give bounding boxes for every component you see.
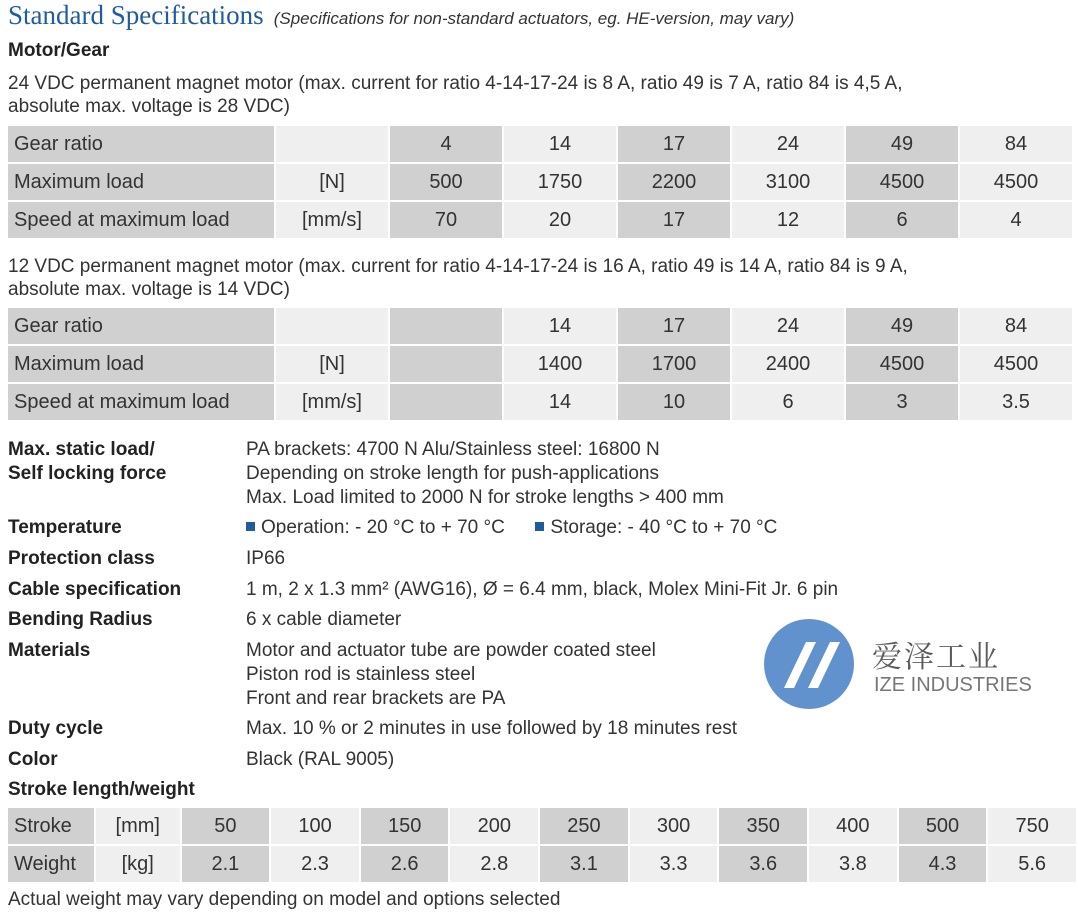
- table-cell: 1750: [504, 164, 616, 200]
- motor24-line1: 24 VDC permanent magnet motor (max. current for ratio 4-14-17-24 is 8 A, ratio 49 is 7 A, ratio 84 is 4,5 A,: [8, 73, 903, 94]
- row-label: Maximum load: [8, 164, 274, 200]
- table-cell: 4: [960, 202, 1072, 238]
- motor24-line2: absolute max. voltage is 28 VDC): [8, 96, 290, 117]
- table-row: [8, 202, 1072, 238]
- table-cell: 200: [450, 808, 538, 844]
- table-cell: 6: [732, 384, 844, 420]
- page-subtitle: (Specifications for non-standard actuators, eg. HE-version, may vary): [273, 9, 795, 28]
- row-label: Gear ratio: [8, 308, 274, 344]
- row-unit: [mm/s]: [276, 384, 388, 420]
- table-cell: [390, 384, 502, 420]
- motor-gear-heading: Motor/Gear: [8, 40, 110, 61]
- row-unit: [N]: [276, 346, 388, 382]
- bending-radius-value: 6 x cable diameter: [246, 609, 402, 630]
- row-label: Gear ratio: [8, 126, 274, 162]
- static-load-label-line2: Self locking force: [8, 463, 167, 484]
- temperature-label: Temperature: [8, 517, 122, 538]
- table-cell: 24: [732, 308, 844, 344]
- row-unit: [mm/s]: [276, 202, 388, 238]
- row-unit: [N]: [276, 164, 388, 200]
- static-load-label-line1: Max. static load/: [8, 439, 155, 460]
- protection-class-value: IP66: [246, 548, 286, 569]
- ize-watermark: [762, 616, 1062, 716]
- row-label: Stroke: [8, 808, 94, 844]
- table-cell: 14: [504, 126, 616, 162]
- ize-logo-icon: [762, 616, 862, 716]
- page-heading: [8, 0, 794, 32]
- temperature-storage: Storage: - 40 °C to + 70 °C: [550, 517, 778, 538]
- table-cell: 17: [618, 202, 730, 238]
- table-cell: [390, 346, 502, 382]
- row-label: Speed at maximum load: [8, 384, 274, 420]
- duty-cycle-label: Duty cycle: [8, 718, 104, 739]
- table-cell: 4500: [846, 346, 958, 382]
- temperature-operation: Operation: - 20 °C to + 70 °C: [261, 517, 505, 538]
- table-cell: 300: [630, 808, 718, 844]
- static-load-value-line3: Max. Load limited to 2000 N for stroke lengths > 400 mm: [246, 487, 724, 508]
- color-label: Color: [8, 749, 58, 770]
- table-cell: 1400: [504, 346, 616, 382]
- table-cell: 49: [846, 308, 958, 344]
- row-unit: [276, 308, 388, 344]
- bullet-square-icon: [246, 522, 255, 531]
- table-cell: 500: [390, 164, 502, 200]
- row-unit: [mm]: [96, 808, 180, 844]
- static-load-value: [246, 438, 724, 510]
- duty-cycle-value: Max. 10 % or 2 minutes in use followed by 18 minutes rest: [246, 718, 738, 739]
- table-cell: 17: [618, 308, 730, 344]
- table-cell: 49: [846, 126, 958, 162]
- table-row: [8, 164, 1072, 200]
- motor12-line1: 12 VDC permanent magnet motor (max. current for ratio 4-14-17-24 is 16 A, ratio 49 is 14 A, ratio 84 is 9 A,: [8, 256, 908, 277]
- static-load-value-line1: PA brackets: 4700 N Alu/Stainless steel: 16800 N: [246, 439, 660, 460]
- table-cell: 3.3: [630, 846, 718, 882]
- table-cell: 20: [504, 202, 616, 238]
- motor12-line2: absolute max. voltage is 14 VDC): [8, 279, 290, 300]
- table-cell: 2.1: [182, 846, 270, 882]
- row-label: Weight: [8, 846, 94, 882]
- row-unit: [kg]: [96, 846, 180, 882]
- table-cell: 3: [846, 384, 958, 420]
- table-cell: 750: [988, 808, 1076, 844]
- table-cell: 2400: [732, 346, 844, 382]
- table-cell: 5.6: [988, 846, 1076, 882]
- table-cell: 4500: [846, 164, 958, 200]
- table-cell: 100: [271, 808, 359, 844]
- table-row: [8, 126, 1072, 162]
- table-cell: 17: [618, 126, 730, 162]
- materials-line1: Motor and actuator tube are powder coated steel: [246, 640, 656, 661]
- table-cell: 500: [899, 808, 987, 844]
- table-cell: 3.6: [719, 846, 807, 882]
- table-cell: 24: [732, 126, 844, 162]
- bullet-square-icon: [535, 522, 544, 531]
- table-cell: 4.3: [899, 846, 987, 882]
- table-row: [8, 808, 1076, 844]
- motor12-table: [6, 306, 1074, 422]
- table-cell: 3.1: [540, 846, 628, 882]
- materials-label: Materials: [8, 640, 91, 661]
- static-load-label: [8, 438, 166, 486]
- table-cell: 350: [719, 808, 807, 844]
- table-cell: 2200: [618, 164, 730, 200]
- color-value: Black (RAL 9005): [246, 749, 395, 770]
- table-cell: 400: [809, 808, 897, 844]
- materials-value: [246, 639, 656, 711]
- table-cell: 2.8: [450, 846, 538, 882]
- table-cell: 84: [960, 126, 1072, 162]
- table-cell: 3.5: [960, 384, 1072, 420]
- temperature-value: [246, 516, 777, 540]
- cable-spec-label: Cable specification: [8, 579, 182, 600]
- table-row: [8, 346, 1072, 382]
- table-cell: 1700: [618, 346, 730, 382]
- table-cell: [390, 308, 502, 344]
- static-load-value-line2: Depending on stroke length for push-applications: [246, 463, 659, 484]
- table-cell: 14: [504, 384, 616, 420]
- table-cell: 50: [182, 808, 270, 844]
- table-cell: 4500: [960, 164, 1072, 200]
- table-row: [8, 846, 1076, 882]
- table-cell: 4500: [960, 346, 1072, 382]
- table-cell: 84: [960, 308, 1072, 344]
- materials-line3: Front and rear brackets are PA: [246, 688, 506, 709]
- footnote: Actual weight may vary depending on model and options selected: [8, 889, 561, 910]
- bending-radius-label: Bending Radius: [8, 609, 153, 630]
- table-cell: 10: [618, 384, 730, 420]
- table-cell: 150: [361, 808, 449, 844]
- table-row: [8, 308, 1072, 344]
- watermark-chinese: 爱泽工业: [872, 640, 1000, 675]
- stroke-weight-table: [6, 806, 1078, 884]
- motor24-table: [6, 124, 1074, 240]
- table-cell: 4: [390, 126, 502, 162]
- page-title: Standard Specifications: [8, 0, 264, 30]
- motor12-description: [8, 255, 908, 301]
- row-label: Speed at maximum load: [8, 202, 274, 238]
- table-cell: 3.8: [809, 846, 897, 882]
- table-row: [8, 384, 1072, 420]
- table-cell: 12: [732, 202, 844, 238]
- table-cell: 70: [390, 202, 502, 238]
- row-label: Maximum load: [8, 346, 274, 382]
- table-cell: 6: [846, 202, 958, 238]
- table-cell: 3100: [732, 164, 844, 200]
- motor24-description: [8, 72, 902, 118]
- table-cell: 2.6: [361, 846, 449, 882]
- watermark-english: IZE INDUSTRIES: [874, 674, 1032, 696]
- stroke-heading: Stroke length/weight: [8, 779, 195, 800]
- protection-class-label: Protection class: [8, 548, 155, 569]
- table-cell: 250: [540, 808, 628, 844]
- table-cell: 2.3: [271, 846, 359, 882]
- table-cell: 14: [504, 308, 616, 344]
- row-unit: [276, 126, 388, 162]
- materials-line2: Piston rod is stainless steel: [246, 664, 476, 685]
- cable-spec-value: 1 m, 2 x 1.3 mm² (AWG16), Ø = 6.4 mm, black, Molex Mini-Fit Jr. 6 pin: [246, 579, 839, 600]
